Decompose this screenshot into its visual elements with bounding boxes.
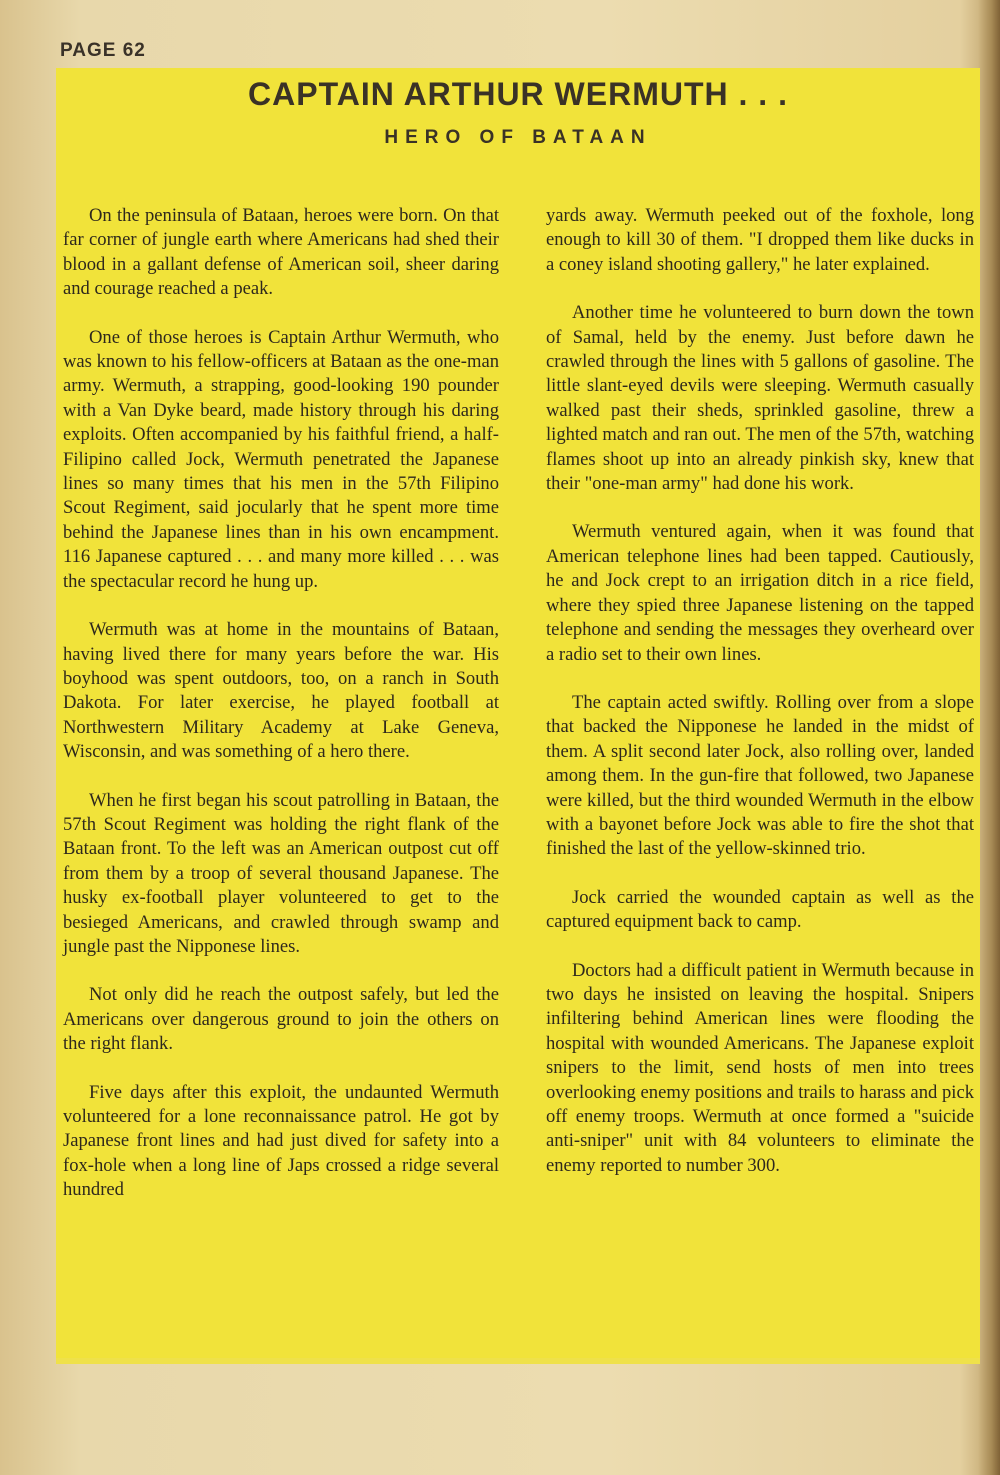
paragraph: The captain acted swiftly. Rolling over from a slope that backed the Nipponese he landed in the midst of them. A split second later Jock, also rolling over, landed among them. In the gun-fire that followed, two Japanese were killed, but the third wounded Wermuth in the elbow with a bayonet before Jock was able to fire the shot that finished the last of the yellow-skinned trio.	[546, 691, 974, 860]
paragraph: Doctors had a difficult patient in Wermuth because in two days he insisted on leaving the hospital. Snipers infiltering behind American lines were flooding the hospital with wounded Americans. The Japanese exploit snipers to the limit, send hosts of men into trees overlooking enemy positions and trails to harass and pick off enemy troops. Wermuth at once formed a "suicide anti-sniper" unit with 84 volunteers to eliminate the enemy reported to number 300.	[546, 959, 974, 1176]
paragraph: yards away. Wermuth peeked out of the foxhole, long enough to kill 30 of them. "I dropped them like ducks in a coney island shooting gallery," he later explained.	[546, 205, 974, 275]
page-number: PAGE 62	[60, 40, 146, 61]
paragraph: Another time he volunteered to burn down the town of Samal, held by the enemy. Just before dawn he crawled through the lines with 5 gallons of gasoline. The little slant-eyed devils were sleeping. Wermuth casually walked past their sheds, sprinkled gasoline, threw a lighted match and ran out. The men of the 57th, watching flames shoot up into an already pinkish sky, knew that their "one-man army" had done his work.	[546, 302, 974, 495]
paragraph: Wermuth ventured again, when it was found that American telephone lines had been tapped. Cautiously, he and Jock crept to an irrigation ditch in a rice field, where they spied three Japanese listening on the tapped telephone and sending the messages they overheard over a radio set to their own lines.	[546, 521, 974, 665]
yellow-panel-bottom-edge	[56, 1358, 980, 1364]
paragraph: On the peninsula of Bataan, heroes were born. On that far corner of jungle earth where Americans had shed their blood in a gallant defense of American soil, sheer daring and courage reached a peak.	[63, 205, 499, 300]
right-column	[546, 204, 974, 1202]
article-title: CAPTAIN ARTHUR WERMUTH . . .	[248, 76, 788, 112]
paragraph: Five days after this exploit, the undaunted Wermuth volunteered for a lone reconnaissance patrol. He got by Japanese front lines and had just dived for safety into a fox-hole when a long line of Japs crossed a ridge several hundred	[63, 1081, 499, 1201]
paragraph: Not only did he reach the outpost safely, but led the Americans over dangerous ground to join the others on the right flank.	[63, 984, 499, 1055]
left-column	[63, 204, 499, 1227]
article-subtitle: HERO OF BATAAN	[384, 127, 652, 148]
paragraph: One of those heroes is Captain Arthur Wermuth, who was known to his fellow-officers at Bataan as the one-man army. Wermuth, a strapping, good-looking 190 pounder with a Van Dyke beard, made history through his daring exploits. Often accompanied by his faithful friend, a half-Filipino called Jock, Wermuth penetrated the Japanese lines so many times that his men in the 57th Filipino Scout Regiment, said jocularly that he spent more time behind the Japanese lines than in his own encampment. 116 Japanese captured . . . and many more killed . . . was the spectacular record he hung up.	[63, 326, 499, 592]
page-edge-shadow	[978, 0, 1000, 1475]
paragraph: When he first began his scout patrolling in Bataan, the 57th Scout Regiment was holding the right flank of the Bataan front. To the left was an American outpost cut off from them by a troop of several thousand Japanese. The husky ex-football player volunteered to get to the besieged Americans, and crawled through swamp and jungle past the Nipponese lines.	[63, 789, 499, 957]
paragraph: Jock carried the wounded captain as well as the captured equipment back to camp.	[546, 886, 974, 933]
paragraph: Wermuth was at home in the mountains of Bataan, having lived there for many years before the war. His boyhood was spent outdoors, too, on a ranch in South Dakota. For later exercise, he played football at Northwestern Military Academy at Lake Geneva, Wisconsin, and was something of a hero there.	[63, 619, 499, 763]
